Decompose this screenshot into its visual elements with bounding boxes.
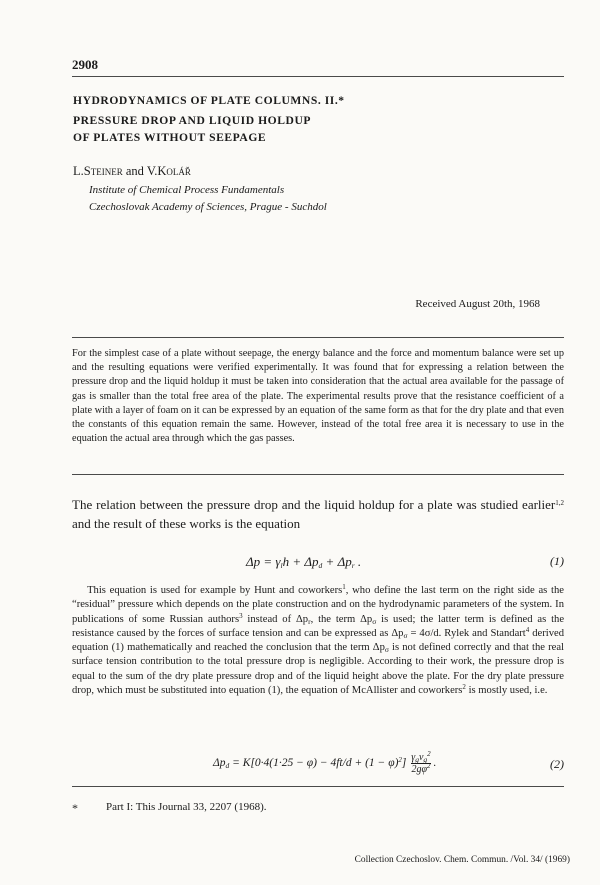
abstract: For the simplest case of a plate without seepage, the energy balance and the force and momentum balance were set up and the resulting equations were verified experimentally. It was found that for expressing a relation between the pressure drop and the liquid holdup it must be taken into consideration that the actual area available for the passage of gas is smaller than the total free area of the plate. The experimental results prove that the resistance coefficient of a plate with a layer of foam on it can be expressed by an equation of the same form as that for the dry plate and that even the constants of this equation remain the same. However, instead of the total free area it is necessary to use in the equation the actual area through which the gas passes. [72,348,564,445]
article-title-line3: OF PLATES WITHOUT SEEPAGE [73,131,267,144]
intro-text-1: The relation between the pressure drop and the liquid holdup for a plate was studied earlier [72,497,556,512]
ref-3: 3 [239,611,243,620]
body-text-f: = 4σ/d. Rylek and Standart [407,627,526,639]
received-date: Received August 20th, 1968 [415,298,540,310]
body-text-d: , the term Δp [310,613,373,625]
body-text-e: is used; the latter term is defined as the resistance caused by the forces of surface tension and can be expressed as Δp [72,613,565,639]
equation-2: $\Delta p_d = K[0\cdot 4(1\cdot 25 - \varphi) - 4ft/d + (1 - \varphi)^2]$ $\gamma_gv_g^2$ $2g\varphi^2$ . [213,750,437,775]
body-paragraph [72,584,564,698]
intro-refs: 1,2 [555,499,564,507]
footnote-mark: * [72,801,78,815]
author2-initial: V. [146,164,158,178]
footnote-text: Part I: This Journal 33, 2207 (1968). [106,801,267,813]
intro-text-2: and the result of these works is the equation [72,516,301,531]
subscript-sigma-3: σ [384,645,389,655]
page-number: 2908 [72,57,98,72]
article-title-line1: HYDRODYNAMICS OF PLATE COLUMNS. II.* [73,94,345,107]
author-line [73,164,191,179]
intro-paragraph [72,495,564,533]
equation-1: $\Delta p = \gamma_lh + \Delta p_d + \Delta p_r$ . [246,554,362,570]
ref-2: 2 [462,683,466,692]
body-text-g: derived equation (1) mathematically and reached the conclusion that the term Δp [72,627,565,654]
abstract-bottom-rule [72,474,564,475]
author-conjunction: and [125,164,144,178]
body-text-h: is not defined correctly and that the real surface tension contribution to the total pressure drop is negligible. According to their work, the pressure drop is equal to the sum of the dry plate pressure drop and of the liquid height above the plate. For the dry plate pressure drop, which must be substituted into equation (1), the equation of McAllister and coworkers [72,642,564,697]
equation-1-number: (1) [550,554,564,568]
author1-name: Steiner [83,164,123,178]
subscript-sigma-2: σ [403,630,408,640]
abstract-top-rule [72,337,564,338]
body-text-b: , who define the last term on the right side as the “residual” pressure which depends on the plate construction and on the hydrodynamic parameters of the system. In publications of some Russian authors [72,585,564,625]
affiliation-line2: Czechoslovak Academy of Sciences, Prague - Suchdol [89,201,327,213]
header-rule [72,76,564,77]
author1-initial: L. [73,164,84,178]
article-title-line2: PRESSURE DROP AND LIQUID HOLDUP [73,114,312,127]
affiliation-line1: Institute of Chemical Process Fundamentals [89,184,285,196]
equation-2-number: (2) [550,757,564,771]
ref-4: 4 [525,625,530,634]
author2-name: Kolář [157,164,191,178]
body-text-c: instead of Δp [242,613,309,625]
subscript-r: r [308,616,311,626]
footnote-rule [72,786,564,787]
body-text-a: This equation is used for example by Hunt and coworkers [87,585,343,596]
ref-1: 1 [342,583,346,591]
subscript-sigma-1: σ [372,616,377,626]
body-text-i: is mostly used, i.e. [465,685,548,697]
journal-citation: Collection Czechoslov. Chem. Commun. /Vol. 34/ (1969) [354,855,570,865]
